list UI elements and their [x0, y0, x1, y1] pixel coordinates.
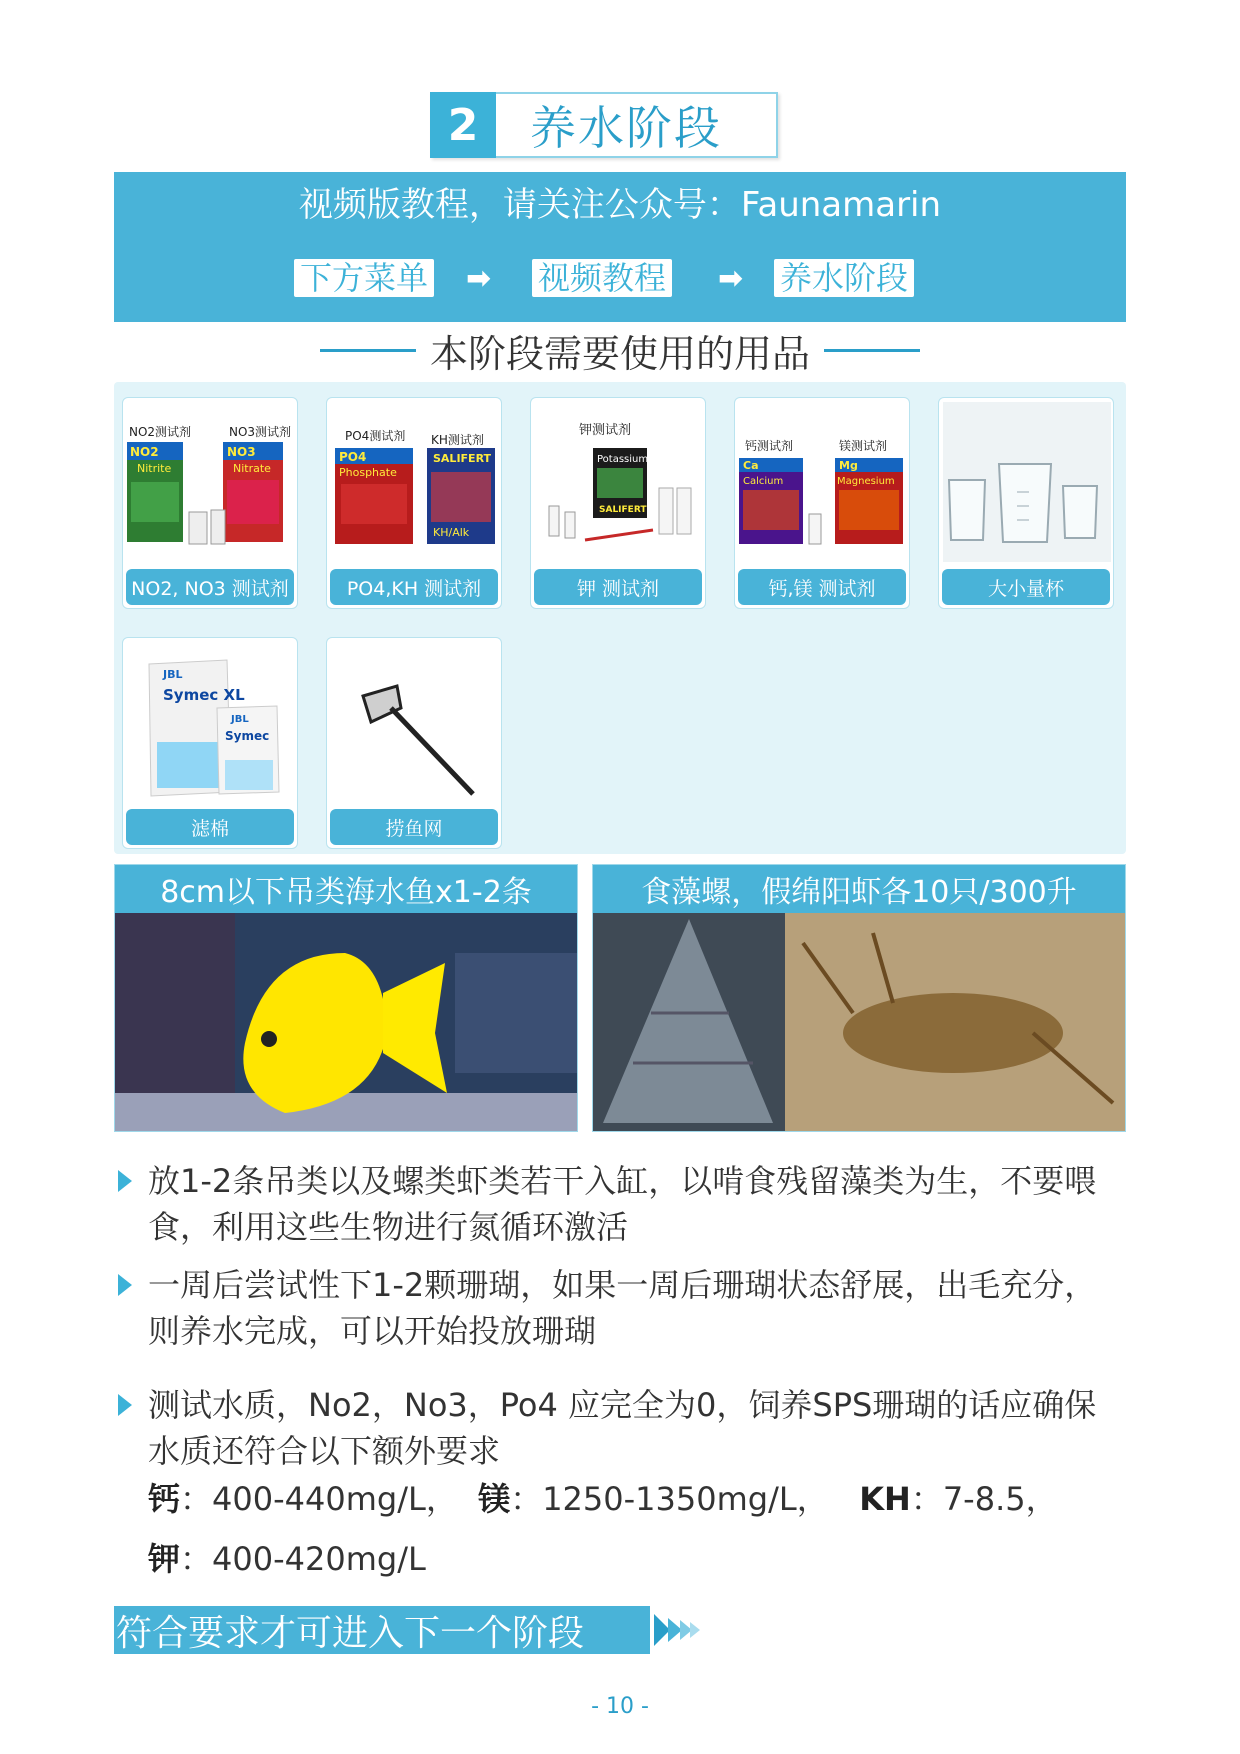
yellow-tang-image — [115, 913, 577, 1131]
kit-tag: 钙测试剂 — [745, 439, 794, 453]
kit-box-label: Potassium — [597, 454, 649, 465]
supply-label: NO2, NO3 测试剂 — [126, 569, 294, 605]
divider — [320, 349, 416, 352]
supply-card-ca-mg — [734, 397, 910, 609]
floss-brand: JBL — [231, 714, 249, 725]
bullet-item — [118, 1382, 1128, 1474]
kit-box-title: NO2 — [130, 445, 159, 459]
param-value-kh: ：7-8.5， — [910, 1480, 1058, 1518]
kit-box-label: Magnesium — [837, 476, 895, 487]
bullet-line: 水质还符合以下额外要求 — [148, 1432, 501, 1470]
nav-step-1-label: 下方菜单 — [294, 259, 434, 297]
kit-box-label: Nitrate — [233, 462, 271, 475]
water-params-line-2 — [148, 1536, 426, 1582]
water-params-line-1 — [148, 1476, 1058, 1522]
kit-tag: 镁测试剂 — [839, 439, 888, 453]
param-value-ca: ：400-440mg/L， — [180, 1480, 458, 1518]
kit-tag: NO2测试剂 — [129, 425, 192, 439]
fish-photo-heading: 8cm以下吊类海水鱼x1-2条 — [115, 865, 577, 913]
kit-tag: KH测试剂 — [431, 433, 484, 447]
arrow-right-icon: ➡ — [466, 260, 492, 296]
param-label-kh: KH — [859, 1480, 911, 1518]
param-value-k: ：400-420mg/L — [180, 1540, 426, 1578]
supply-card-beakers — [938, 397, 1114, 609]
snail-shrimp-photo-frame — [592, 864, 1126, 1132]
bullet-item — [118, 1158, 1128, 1250]
arrow-right-icon: ➡ — [718, 260, 744, 296]
kit-box-label: Calcium — [743, 476, 784, 487]
floss-product: Symec — [225, 729, 270, 743]
kit-box-label: KH/Alk — [433, 526, 470, 539]
kit-box-title: Mg — [839, 459, 858, 472]
bullet-line: 放1-2条吊类以及螺类虾类若干入缸，以啃食残留藻类为生，不要喂 — [148, 1162, 1097, 1200]
fish-photo-frame — [114, 864, 578, 1132]
fast-forward-icon — [654, 1614, 706, 1646]
page-number: - 10 - — [591, 1694, 649, 1719]
nav-step-2 — [532, 258, 672, 298]
supply-card-potassium — [530, 397, 706, 609]
bullet-line: 食，利用这些生物进行氮循环激活 — [148, 1208, 629, 1246]
kit-tag: NO3测试剂 — [229, 425, 292, 439]
bullet-line: 则养水完成，可以开始投放珊瑚 — [148, 1312, 597, 1350]
kit-box-title: SALIFERT — [433, 452, 492, 465]
kit-tag: 钾测试剂 — [579, 423, 632, 438]
supply-label: 大小量杯 — [942, 569, 1110, 605]
filter-floss-image — [127, 642, 295, 802]
next-stage-bar: 符合要求才可进入下一个阶段 — [114, 1606, 650, 1654]
section-number: 2 — [430, 92, 496, 158]
param-label-k: 钾 — [148, 1540, 181, 1578]
floss-brand: JBL — [163, 668, 183, 681]
bullet-triangle-icon — [118, 1170, 132, 1192]
fish-net-image — [331, 642, 499, 802]
bullet-line: 一周后尝试性下1-2颗珊瑚，如果一周后珊瑚状态舒展，出毛充分， — [148, 1266, 1097, 1304]
param-label-ca: 钙 — [148, 1480, 181, 1518]
kit-box-label: Nitrite — [137, 462, 172, 475]
kit-box-title: Ca — [743, 459, 759, 472]
nav-step-3-label: 养水阶段 — [774, 259, 914, 297]
beaker-image — [943, 402, 1111, 562]
param-label-mg: 镁 — [478, 1480, 511, 1518]
kit-box-label: Phosphate — [339, 466, 397, 479]
kit-box-title: SALIFERT — [599, 505, 647, 515]
supply-label: 滤棉 — [126, 809, 294, 845]
test-kit-image — [739, 402, 907, 562]
test-kit-image — [535, 402, 703, 562]
supply-label: 钙,镁 测试剂 — [738, 569, 906, 605]
nav-step-1 — [294, 258, 434, 298]
param-value-mg: ：1250-1350mg/L， — [510, 1480, 829, 1518]
nav-step-3 — [774, 258, 914, 298]
supply-label: 捞鱼网 — [330, 809, 498, 845]
bullet-line: 测试水质，No2，No3，Po4 应完全为0，饲养SPS珊瑚的话应确保 — [148, 1386, 1097, 1424]
banner-subscribe-text: 视频版教程，请关注公众号：Faunamarin — [298, 185, 942, 225]
supply-label: PO4,KH 测试剂 — [330, 569, 498, 605]
kit-tag: PO4测试剂 — [345, 429, 406, 443]
supply-card-po4-kh — [326, 397, 502, 609]
test-kit-image — [127, 402, 295, 562]
supply-label: 钾 测试剂 — [534, 569, 702, 605]
supply-card-fish-net — [326, 637, 502, 849]
bullet-triangle-icon — [118, 1274, 132, 1296]
snail-shrimp-photo-heading: 食藻螺，假绵阳虾各10只/300升 — [593, 865, 1125, 913]
supply-card-filter-floss — [122, 637, 298, 849]
supplies-heading — [114, 322, 1126, 378]
kit-box-title: PO4 — [339, 450, 367, 464]
snail-shrimp-image — [593, 913, 1125, 1131]
supplies-heading-text: 本阶段需要使用的用品 — [429, 331, 810, 376]
floss-product: Symec XL — [163, 686, 245, 704]
divider — [824, 349, 920, 352]
nav-step-2-label: 视频教程 — [532, 259, 672, 297]
supply-card-no2-no3 — [122, 397, 298, 609]
kit-box-title: NO3 — [227, 445, 256, 459]
bullet-triangle-icon — [118, 1394, 132, 1416]
section-title: 养水阶段 — [530, 101, 722, 155]
test-kit-image — [331, 402, 499, 562]
bullet-item — [118, 1262, 1128, 1354]
